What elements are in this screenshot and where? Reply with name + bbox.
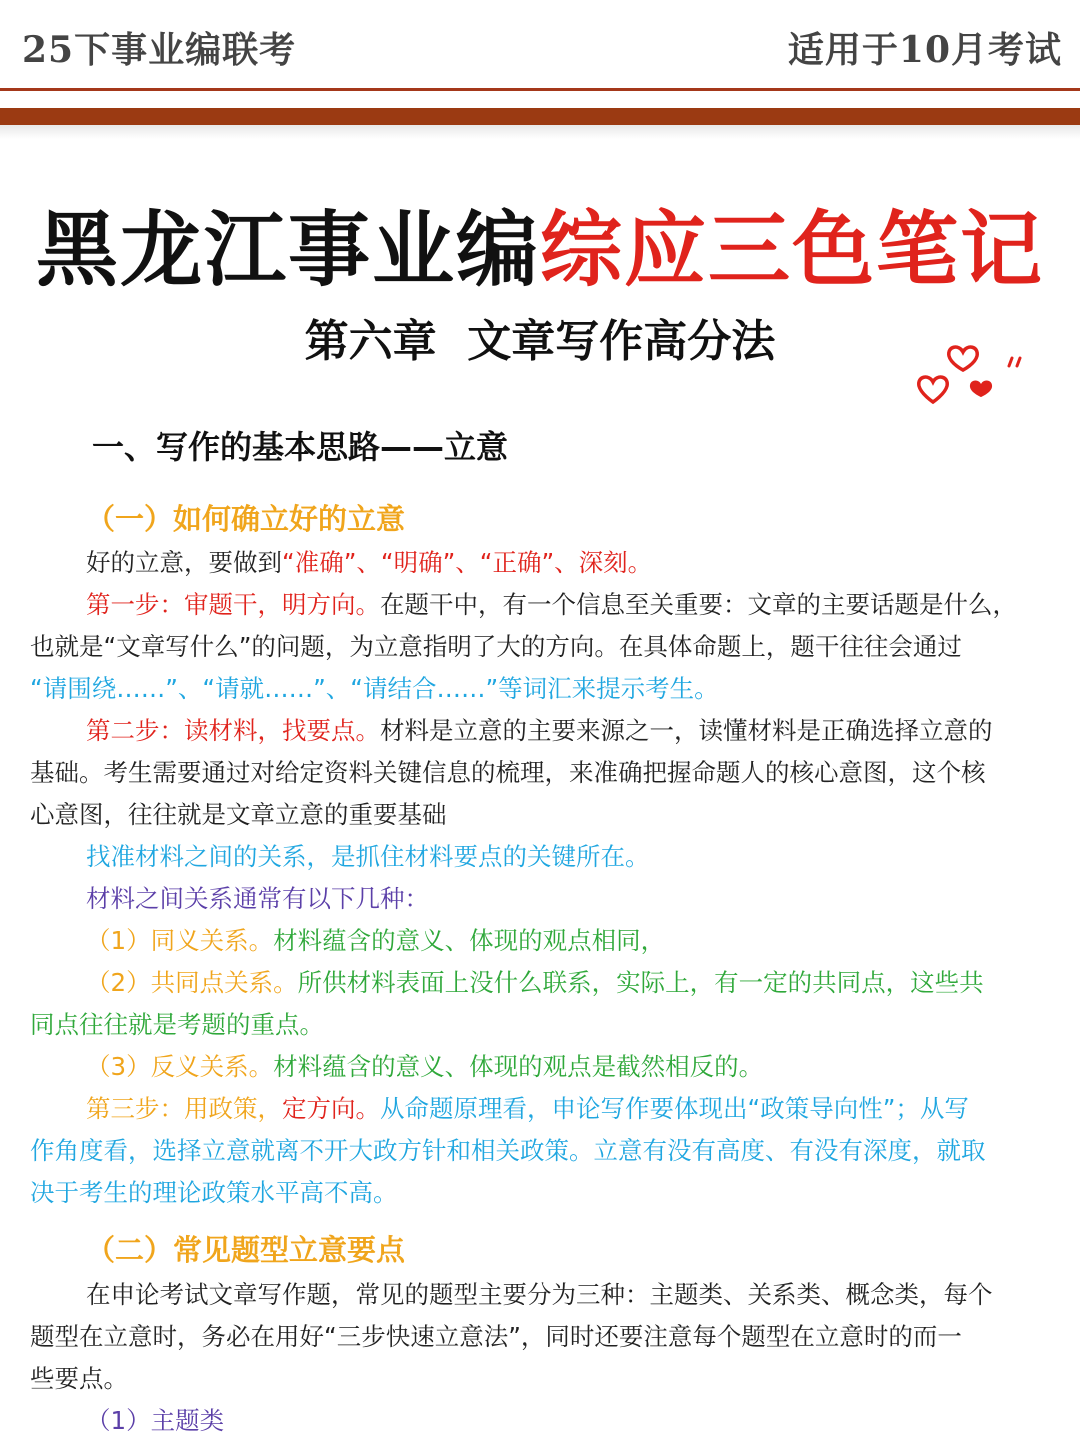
relation-type-1-text: 材料蕴含的意义、体现的观点相同， (273, 926, 666, 955)
step2-line2: 基础。考生需要通过对给定资料关键信息的梳理，来准确把握命题人的核心意图，这个核 (30, 758, 986, 787)
relation-type-2 (86, 962, 984, 1004)
relation-type-1 (86, 920, 665, 962)
hearts-icon (905, 340, 1035, 410)
types-paragraph-line1: 在申论考试文章写作题，常见的题型主要分为三种：主题类、关系类、概念类，每个 (86, 1280, 993, 1309)
types-paragraph-line3: 些要点。 (30, 1364, 128, 1393)
section-heading: 一、写作的基本思路——立意 (92, 428, 509, 466)
intro-text: 好的立意，要做到 (86, 548, 282, 577)
header-bar (0, 0, 1080, 90)
relation-types-intro: 材料之间关系通常有以下几种： (86, 884, 429, 913)
header-divider-shadow (0, 125, 1080, 139)
step2-label: 第二步：读材料，找要点。 (86, 716, 380, 745)
page-title-black: 黑龙江事业编 (35, 203, 540, 298)
relation-type-1-label: （1）同义关系。 (86, 926, 274, 955)
step3-label-a: 第三步：用政策， (86, 1094, 282, 1123)
subsection-heading-2: （二）常见题型立意要点 (86, 1233, 406, 1267)
intro-keywords: “准确”、“明确”、“正确”、深刻。 (282, 548, 653, 577)
page-title (0, 185, 1080, 302)
header-right-text: 适用于10月考试 (787, 29, 1062, 71)
step1-line2: 也就是“文章写什么”的问题，为立意指明了大的方向。在具体命题上，题干往往会通过 (30, 632, 962, 661)
step2-text: 材料是立意的主要来源之一，读懂材料是正确选择立意的 (380, 716, 993, 745)
step3-line3: 决于考生的理论政策水平高不高。 (30, 1178, 398, 1207)
page-title-red: 综应三色笔记 (540, 203, 1045, 298)
relation-type-2-text: 所供材料表面上没什么联系，实际上，有一定的共同点，这些共 (297, 968, 984, 997)
intro-paragraph (86, 542, 652, 584)
step1-line3: “请围绕……”、“请就……”、“请结合……”等词汇来提示考生。 (30, 674, 719, 703)
step3-label-b: 定方向。 (282, 1094, 380, 1123)
types-paragraph-line2: 题型在立意时，务必在用好“三步快速立意法”，同时还要注意每个题型在立意时的而一 (30, 1322, 962, 1351)
relation-type-2-cont: 同点往往就是考题的重点。 (30, 1010, 324, 1039)
step3-text: 从命题原理看，申论写作要体现出“政策导向性”；从写 (380, 1094, 969, 1123)
step3-line1 (86, 1088, 969, 1130)
relation-type-2-label: （2）共同点关系。 (86, 968, 298, 997)
step2-line3: 心意图，往往就是文章立意的重要基础 (30, 800, 447, 829)
header-divider-thin (0, 88, 1080, 91)
step2-key-sentence: 找准材料之间的关系，是抓住材料要点的关键所在。 (86, 842, 650, 871)
subsection-heading-1: （一）如何确立好的立意 (86, 502, 406, 536)
step2-line1 (86, 710, 993, 752)
step1-label: 第一步：审题干，明方向。 (86, 590, 380, 619)
step1-text: 在题干中，有一个信息至关重要：文章的主要话题是什么， (380, 590, 1017, 619)
type-item-1: （1）主题类 (86, 1406, 225, 1435)
header-divider-thick (0, 108, 1080, 125)
chapter-title: 第六章 文章写作高分法 (304, 316, 776, 367)
step3-line2: 作角度看，选择立意就离不开大政方针和相关政策。立意有没有高度、有没有深度，就取 (30, 1136, 986, 1165)
header-left-text: 25下事业编联考 (22, 29, 297, 71)
relation-type-3-text: 材料蕴含的意义、体现的观点是截然相反的。 (273, 1052, 764, 1081)
relation-type-3 (86, 1046, 763, 1088)
relation-type-3-label: （3）反义关系。 (86, 1052, 274, 1081)
step1-line1 (86, 584, 1017, 626)
